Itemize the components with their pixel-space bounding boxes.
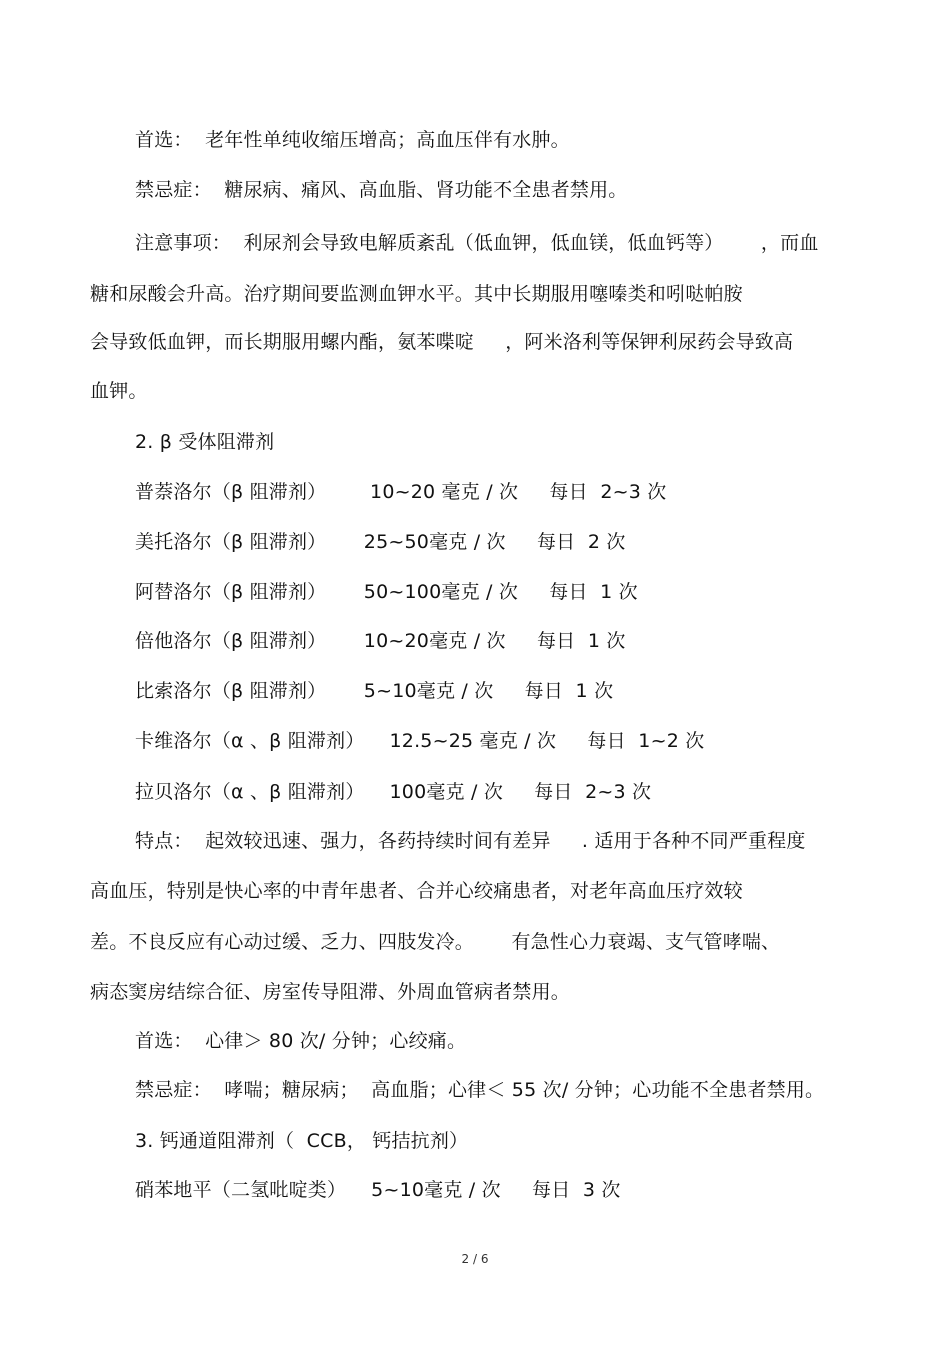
- section-heading: 3. 钙通道阻滞剂（ CCB， 钙拮抗剂）: [135, 1130, 469, 1152]
- text-line: 注意事项： 利尿剂会导致电解质紊乱（低血钾，低血镁，低血钙等） ，而血: [135, 232, 819, 254]
- drug-line: 美托洛尔（β 阻滞剂） 25~50毫克 / 次 每日 2 次: [135, 531, 626, 553]
- text-line: 糖和尿酸会升高。治疗期间要监测血钾水平。其中长期服用噻嗪类和吲哒帕胺: [90, 283, 743, 305]
- drug-line: 卡维洛尔（α 、β 阻滞剂） 12.5~25 毫克 / 次 每日 1~2 次: [135, 730, 705, 752]
- text-line: 差。不良反应有心动过缓、乏力、四肢发冷。 有急性心力衰竭、支气管哮喘、: [90, 931, 781, 953]
- drug-line: 阿替洛尔（β 阻滞剂） 50~100毫克 / 次 每日 1 次: [135, 581, 638, 603]
- drug-line: 倍他洛尔（β 阻滞剂） 10~20毫克 / 次 每日 1 次: [135, 630, 626, 652]
- text-line: 血钾。: [90, 380, 148, 402]
- drug-line: 比索洛尔（β 阻滞剂） 5~10毫克 / 次 每日 1 次: [135, 680, 614, 702]
- text-line: 高血压，特别是快心率的中青年患者、合并心绞痛患者，对老年高血压疗效较: [90, 880, 743, 902]
- drug-line: 普萘洛尔（β 阻滞剂） 10~20 毫克 / 次 每日 2~3 次: [135, 481, 667, 503]
- text-line: 禁忌症： 哮喘；糖尿病； 高血脂；心律＜ 55 次/ 分钟；心功能不全患者禁用。: [135, 1079, 825, 1101]
- text-line: 特点： 起效较迅速、强力，各药持续时间有差异 . 适用于各种不同严重程度: [135, 830, 806, 852]
- text-line: 禁忌症： 糖尿病、痛风、高血脂、肾功能不全患者禁用。: [135, 179, 628, 201]
- section-heading: 2. β 受体阻滞剂: [135, 431, 275, 453]
- drug-line: 拉贝洛尔（α 、β 阻滞剂） 100毫克 / 次 每日 2~3 次: [135, 781, 652, 803]
- text-line: 首选： 心律＞ 80 次/ 分钟；心绞痛。: [135, 1030, 467, 1052]
- text-line: 首选： 老年性单纯收缩压增高；高血压伴有水肿。: [135, 129, 570, 151]
- text-line: 病态窦房结综合征、房室传导阻滞、外周血管病者禁用。: [90, 981, 571, 1003]
- drug-line: 硝苯地平（二氢吡啶类） 5~10毫克 / 次 每日 3 次: [135, 1179, 621, 1201]
- text-line: 会导致低血钾，而长期服用螺内酯，氨苯喋啶 ，阿米洛利等保钾利尿药会导致高: [90, 331, 794, 353]
- page-number: 2 / 6: [461, 1252, 489, 1266]
